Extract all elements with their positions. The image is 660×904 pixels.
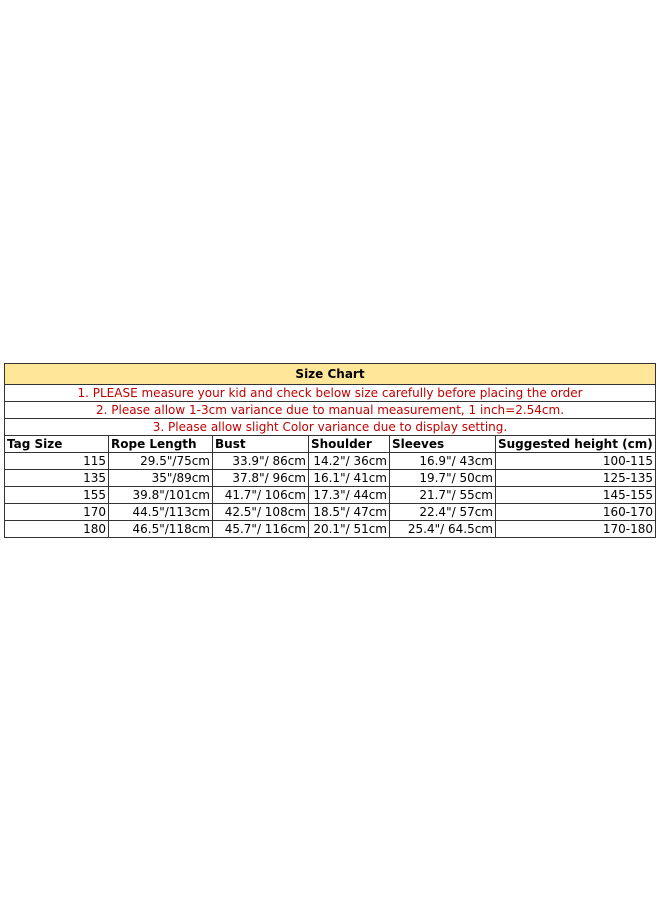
cell-rope-length: 46.5"/118cm: [109, 521, 213, 538]
cell-shoulder: 18.5"/ 47cm: [309, 504, 390, 521]
cell-bust: 33.9"/ 86cm: [213, 453, 309, 470]
cell-shoulder: 20.1"/ 51cm: [309, 521, 390, 538]
cell-suggested-height: 145-155: [496, 487, 656, 504]
cell-suggested-height: 160-170: [496, 504, 656, 521]
cell-rope-length: 29.5"/75cm: [109, 453, 213, 470]
note-row: [5, 419, 656, 436]
cell-rope-length: 44.5"/113cm: [109, 504, 213, 521]
header-tag-size: Tag Size: [5, 436, 109, 453]
table-row: [5, 453, 656, 470]
cell-sleeves: 25.4"/ 64.5cm: [390, 521, 496, 538]
cell-bust: 42.5"/ 108cm: [213, 504, 309, 521]
note-row: [5, 385, 656, 402]
header-rope-length: Rope Length: [109, 436, 213, 453]
cell-tag-size: 135: [5, 470, 109, 487]
cell-shoulder: 17.3"/ 44cm: [309, 487, 390, 504]
cell-bust: 41.7"/ 106cm: [213, 487, 309, 504]
cell-shoulder: 14.2"/ 36cm: [309, 453, 390, 470]
table-row: [5, 487, 656, 504]
size-chart-title: Size Chart: [5, 364, 656, 385]
note-row: [5, 402, 656, 419]
cell-sleeves: 21.7"/ 55cm: [390, 487, 496, 504]
header-row: [5, 436, 656, 453]
header-shoulder: Shoulder: [309, 436, 390, 453]
cell-suggested-height: 100-115: [496, 453, 656, 470]
table-row: [5, 521, 656, 538]
note-3: 3. Please allow slight Color variance due to display setting.: [5, 419, 656, 436]
cell-sleeves: 19.7"/ 50cm: [390, 470, 496, 487]
cell-suggested-height: 170-180: [496, 521, 656, 538]
cell-sleeves: 22.4"/ 57cm: [390, 504, 496, 521]
cell-shoulder: 16.1"/ 41cm: [309, 470, 390, 487]
table-row: [5, 470, 656, 487]
size-chart: [4, 363, 655, 538]
header-bust: Bust: [213, 436, 309, 453]
size-chart-table: [4, 363, 656, 538]
note-2: 2. Please allow 1-3cm variance due to manual measurement, 1 inch=2.54cm.: [5, 402, 656, 419]
cell-suggested-height: 125-135: [496, 470, 656, 487]
cell-tag-size: 115: [5, 453, 109, 470]
table-row: [5, 504, 656, 521]
cell-tag-size: 155: [5, 487, 109, 504]
cell-tag-size: 170: [5, 504, 109, 521]
cell-bust: 45.7"/ 116cm: [213, 521, 309, 538]
cell-tag-size: 180: [5, 521, 109, 538]
header-suggested-height: Suggested height (cm): [496, 436, 656, 453]
title-row: [5, 364, 656, 385]
cell-sleeves: 16.9"/ 43cm: [390, 453, 496, 470]
cell-rope-length: 35"/89cm: [109, 470, 213, 487]
note-1: 1. PLEASE measure your kid and check below size carefully before placing the order: [5, 385, 656, 402]
cell-rope-length: 39.8"/101cm: [109, 487, 213, 504]
cell-bust: 37.8"/ 96cm: [213, 470, 309, 487]
header-sleeves: Sleeves: [390, 436, 496, 453]
